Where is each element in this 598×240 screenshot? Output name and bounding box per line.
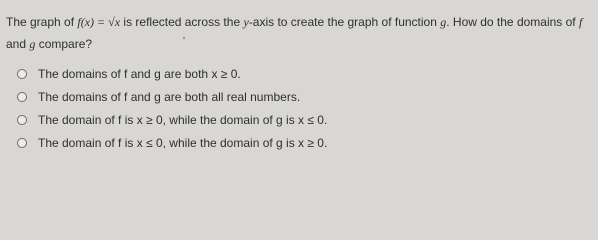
answer-option-d-label: The domain of f is x ≤ 0, while the domain of g is x ≥ 0. [38,135,328,150]
answer-option-c-label: The domain of f is x ≥ 0, while the domain of g is x ≤ 0. [38,112,328,127]
axis-variable: y [243,15,249,29]
question-part-5: and [6,37,30,51]
answer-options [17,62,577,154]
answer-option-a-label: The domains of f and g are both x ≥ 0. [38,66,241,81]
question-part-6: compare? [35,37,93,51]
answer-option-b[interactable] [17,85,577,108]
question-part-3: -axis to create the graph of function [248,15,441,29]
function-g-name-2: g [29,37,36,51]
question-part-2: is reflected across the [120,15,244,29]
answer-option-d[interactable] [17,131,577,154]
question-text [6,11,592,55]
question-part-4: . How do the domains of [446,15,579,29]
radio-button-icon[interactable] [17,92,27,102]
answer-option-a[interactable] [17,62,577,85]
function-f-name: f [578,15,583,29]
answer-option-c[interactable] [17,108,577,131]
function-expression: f(x) = √x [77,15,121,29]
answer-option-b-label: The domains of f and g are both all real numbers. [38,89,301,104]
stray-dot [183,37,185,39]
radio-button-icon[interactable] [17,138,27,148]
function-g-name: g [440,15,447,29]
radio-button-icon[interactable] [17,69,27,79]
question-part-1: The graph of [6,15,78,29]
radio-button-icon[interactable] [17,115,27,125]
